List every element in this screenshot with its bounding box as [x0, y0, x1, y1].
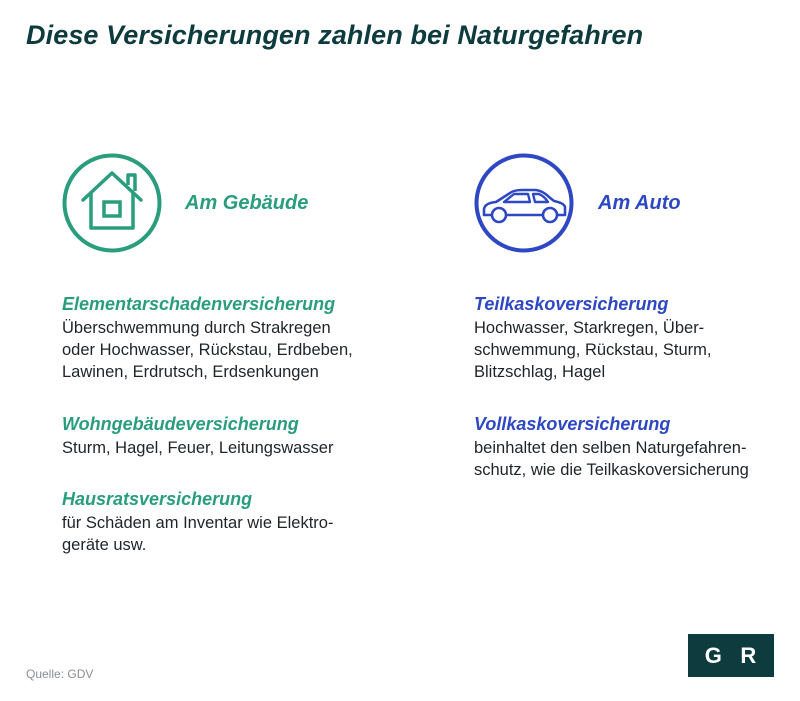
logo-letter-r: R: [740, 642, 758, 668]
building-heading: Am Gebäude: [185, 192, 309, 214]
section-teilkasko: [474, 293, 712, 383]
section-description: beinhaltet den selben Naturgefahren- schutz, wie die Teilkaskoversicherung: [474, 439, 749, 479]
section-vollkasko: [474, 413, 749, 481]
section-description: Überschwemmung durch Strakregen oder Hochwasser, Rückstau, Erdbeben, Lawinen, Erdrutsch, Erdsenkungen: [62, 319, 353, 381]
section-name: Hausratsversicherung: [62, 489, 253, 509]
section-name: Elementarschadenversicherung: [62, 294, 336, 314]
house-icon: [62, 153, 162, 253]
section-name: Vollkaskoversicherung: [474, 414, 671, 434]
source-note: Quelle: GDV: [26, 667, 94, 681]
logo-letter-g: G: [704, 642, 723, 668]
section-name: Wohngebäudeversicherung: [62, 414, 299, 434]
section-description: für Schäden am Inventar wie Elektro- geräte usw.: [62, 514, 334, 554]
car-icon: [474, 153, 574, 253]
car-heading: Am Auto: [598, 192, 681, 214]
page-title: Diese Versicherungen zahlen bei Naturgefahren: [26, 20, 644, 50]
section-name: Teilkaskoversicherung: [474, 294, 669, 314]
brand-logo: [688, 634, 774, 677]
section-description: Hochwasser, Starkregen, Über- schwemmung, Rückstau, Sturm, Blitzschlag, Hagel: [474, 319, 712, 381]
section-elementarschaden: [62, 293, 353, 383]
section-description: Sturm, Hagel, Feuer, Leitungswasser: [62, 439, 334, 457]
section-hausrat: [62, 488, 333, 556]
section-wohngebaeude: [62, 413, 333, 459]
